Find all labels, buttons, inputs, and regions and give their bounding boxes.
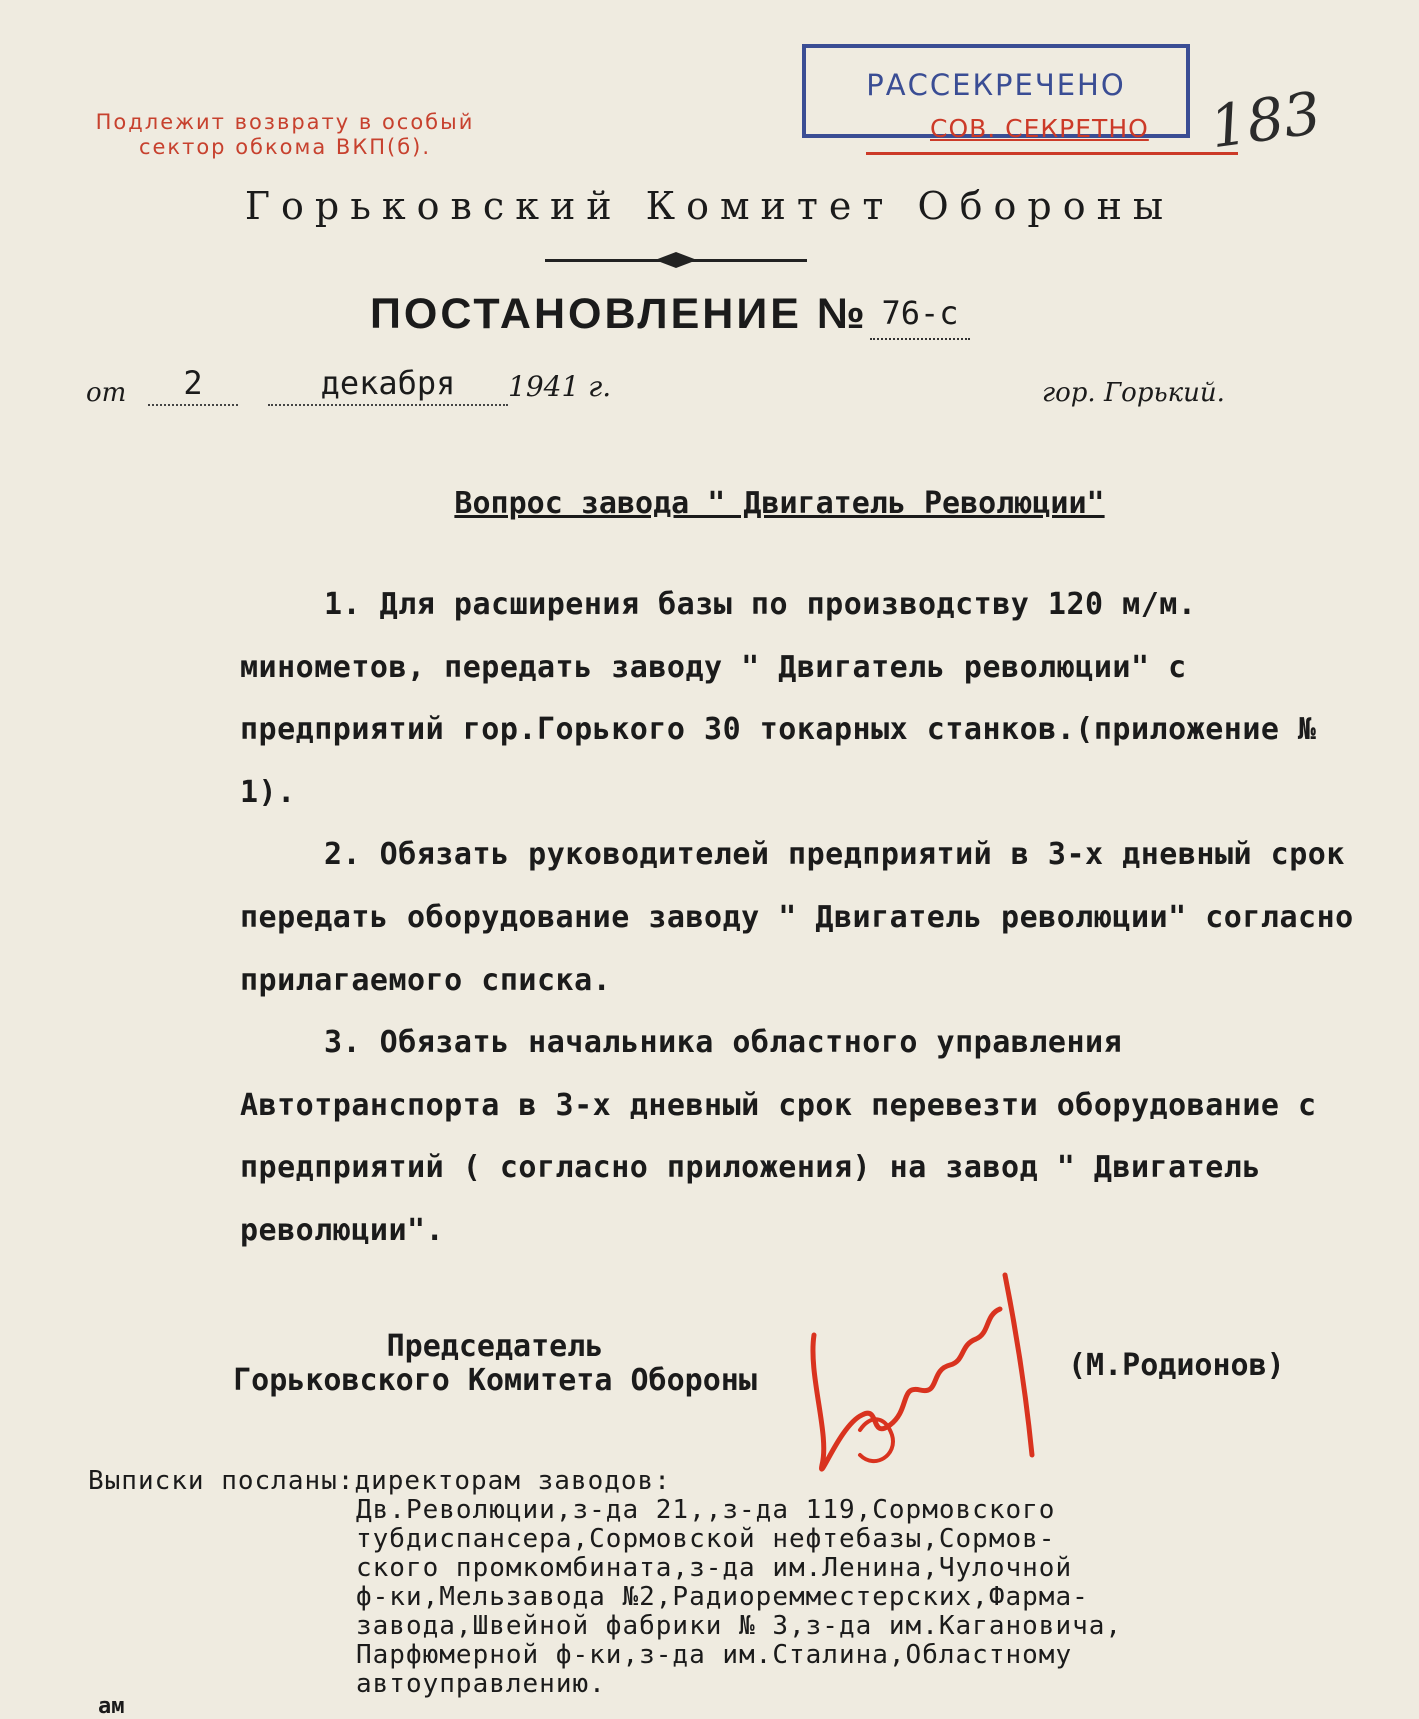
date-year: 1941 г. <box>508 370 612 403</box>
top-secret-stamp-text: СОВ. СЕКРЕТНО <box>930 114 1149 143</box>
return-note-line-2: сектор обкома ВКП(б). <box>138 135 432 159</box>
declassified-stamp-text: РАССЕКРЕЧЕНО <box>866 68 1126 102</box>
distribution-line: тубдиспансера,Сормовской нефтебазы,Сормов- <box>356 1524 1056 1554</box>
return-note-line-1: Подлежит возврату в особый <box>95 110 475 134</box>
distribution-line: Парфюмерной ф-ки,з-да им.Сталина,Областному <box>356 1640 1073 1670</box>
distribution-line: ф-ки,Мельзавода №2,Радиоремместерских,Фарма- <box>356 1582 1089 1612</box>
stamp-red-underline <box>866 152 1238 155</box>
signatory-name: (М.Родионов) <box>1068 1348 1285 1383</box>
committee-title: Горьковский Комитет Обороны <box>244 184 1175 228</box>
decree-body <box>240 574 1370 1263</box>
date-day: 2 <box>148 364 238 406</box>
handwritten-page-number: 183 <box>1205 78 1325 162</box>
distribution-line: автоуправлению. <box>356 1669 606 1699</box>
handwritten-signature <box>800 1265 1060 1495</box>
distribution-line: Дв.Революции,з-да 21,,з-да 119,Сормовского <box>356 1495 1056 1525</box>
decree-paragraph-3: 3. Обязать начальника областного управления Автотранспорта в 3-х дневный срок перевезти оборудование с предприятий ( согласно приложения) на завод " Двигатель революции". <box>240 1025 1317 1248</box>
decree-label: ПОСТАНОВЛЕНИЕ № <box>370 290 868 338</box>
distribution-list <box>356 1496 1376 1699</box>
date-city: гор. Горький. <box>1042 378 1225 408</box>
distribution-label: Выписки посланы:директорам заводов: <box>88 1466 671 1496</box>
signatory-title-line-1: Председатель <box>386 1329 604 1364</box>
decree-number: 76-с <box>870 294 970 340</box>
distribution-line: завода,Швейной фабрики № 3,з-да им.Кагановича, <box>356 1611 1123 1641</box>
distribution-line: ского промкомбината,з-да им.Ленина,Чулочной <box>356 1553 1073 1583</box>
signatory-title <box>200 1330 790 1398</box>
decree-paragraph-1: 1. Для расширения базы по производству 120 м/м. минометов, передать заводу " Двигатель революции" с предприятий гор.Горького 30 токарных станков.(приложение № 1). <box>240 587 1317 810</box>
date-prefix: от <box>86 378 127 408</box>
typist-initials: ам <box>98 1694 125 1719</box>
signatory-title-line-2: Горьковского Комитета Обороны <box>233 1363 757 1398</box>
return-note-stamp <box>60 110 510 160</box>
decree-paragraph-2: 2. Обязать руководителей предприятий в 3-х дневный срок передать оборудование заводу " Двигатель революции" согласно прилагаемого списка. <box>240 837 1354 998</box>
decree-subject-heading: Вопрос завода " Двигатель Революции" <box>454 486 1105 521</box>
date-month: декабря <box>268 364 508 406</box>
divider-ornament <box>655 252 697 268</box>
